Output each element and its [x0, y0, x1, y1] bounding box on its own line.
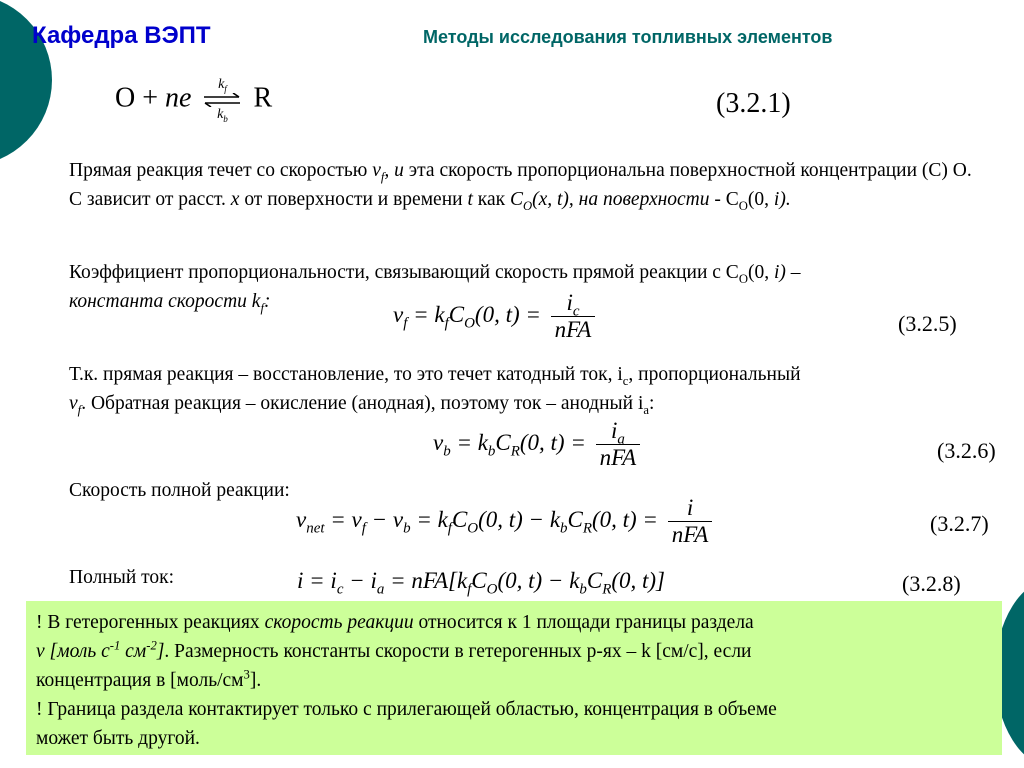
paragraph-rate-constant: Коэффициент пропорциональности, связывающий скорость прямой реакции с $С_O(0$, i) – константа скорости $k_f$:: [69, 262, 801, 315]
equation-3-2-6: $v_b = k_bC_R(0$, t) = $\frac{i_a}{\text{nFA}}$: [433, 418, 644, 472]
note-line-1: ! В гетерогенных реакциях скорость реакции относится к 1 площади границы раздела: [36, 612, 754, 633]
note-line-5: может быть другой.: [36, 728, 200, 749]
equation-number-3-2-6: (3.2.6): [937, 438, 996, 463]
paragraph-cathodic-current: Т.к. прямая реакция – восстановление, то это течет катодный ток, $i_c$, пропорциональный $v_f$. Обратная реакция – окисление (анодная), поэтому ток – анодный $i_a$:: [69, 364, 801, 417]
reaction-arrows-icon: [202, 93, 242, 107]
equilibrium-arrows: $k_f$ $k_b$: [202, 78, 242, 122]
note-box: [26, 601, 1002, 755]
equation-3-2-1: O + ne $k_f$ $k_b$ R: [115, 77, 273, 124]
equation-number-3-2-5: (3.2.5): [898, 311, 957, 336]
equation-3-2-7: $v_{net} = v_f - v_b = k_fC_O(0$, $t) - k_bC_R(0$, t) = $\frac{i}{\text{nFA}}$: [296, 495, 716, 549]
note-line-4: ! Граница раздела контактирует только с прилегающей областью, концентрация в объеме: [36, 699, 777, 720]
paragraph-total-current: Полный ток:: [69, 567, 175, 588]
equation-number-3-2-8: (3.2.8): [902, 571, 961, 596]
note-line-2: v [моль $с^{-1}$ $см^{-2}$]. Размерность константы скорости в гетерогенных р-ях – k [см/с], если: [36, 638, 752, 662]
slide-subtitle: Методы исследования топливных элементов: [423, 27, 833, 47]
equation-number-3-2-1: (3.2.1): [716, 88, 791, 119]
equation-3-2-8: $i = i_c - i_a = nFA[k_fC_O(0$, $t) - k_bC_R(0$, t)]: [297, 568, 666, 598]
paragraph-forward-reaction: Прямая реакция течет со скоростью $v_f$, и эта скорость пропорциональна поверхностной концентрации (С) О. С зависит от расст. x от поверхности и времени t как $C_O(x$, t), на поверхности - $С_O(0$, i).: [69, 160, 972, 213]
paragraph-net-rate: Скорость полной реакции:: [69, 480, 290, 501]
note-line-3: концентрация в $[моль/см^3]$.: [36, 667, 262, 691]
equation-3-2-5: $v_f = k_fC_O(0$, t) = $\frac{i_c}{\text{nFA}}$: [393, 290, 599, 344]
department-title: Кафедра ВЭПТ: [32, 22, 211, 49]
equation-number-3-2-7: (3.2.7): [930, 511, 989, 536]
